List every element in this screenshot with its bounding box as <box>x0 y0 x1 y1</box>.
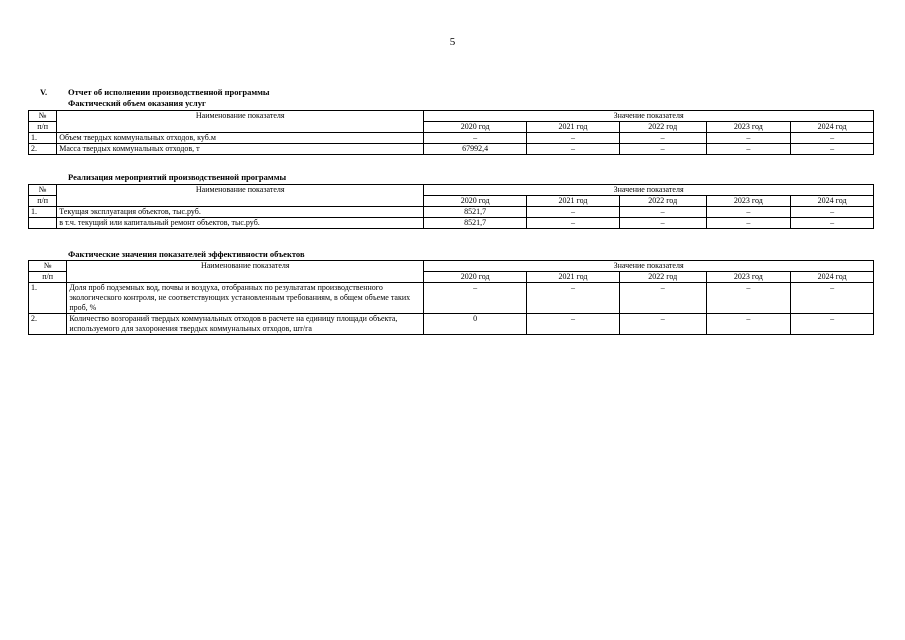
header-year: 2022 год <box>619 196 706 207</box>
header-year: 2022 год <box>619 272 706 283</box>
table-row <box>29 283 874 314</box>
row-number <box>29 218 57 229</box>
row-value: – <box>619 218 706 229</box>
row-number: 2. <box>29 144 57 155</box>
row-value: 8521,7 <box>424 207 527 218</box>
header-np: п/п <box>29 122 57 133</box>
row-number: 1. <box>29 207 57 218</box>
row-value: – <box>706 218 791 229</box>
header-year: 2024 год <box>791 196 874 207</box>
header-no: № <box>29 185 57 196</box>
row-name: Текущая эксплуатация объектов, тыс.руб. <box>57 207 424 218</box>
header-year: 2021 год <box>527 272 620 283</box>
header-year: 2021 год <box>527 122 620 133</box>
table3-title: Фактические значения показателей эффективности объектов <box>68 249 305 259</box>
row-value: – <box>619 133 706 144</box>
table-row <box>29 218 874 229</box>
header-year: 2023 год <box>706 272 791 283</box>
row-value: – <box>527 218 620 229</box>
row-value: – <box>424 283 527 314</box>
row-value: – <box>527 207 620 218</box>
row-number: 1. <box>29 133 57 144</box>
row-value: – <box>791 144 874 155</box>
row-value: – <box>706 144 791 155</box>
row-value: 0 <box>424 314 527 335</box>
table-services <box>28 110 874 155</box>
header-name: Наименование показателя <box>67 261 424 283</box>
header-np: п/п <box>29 272 67 283</box>
header-year: 2024 год <box>791 272 874 283</box>
header-name: Наименование показателя <box>57 185 424 207</box>
row-value: – <box>527 314 620 335</box>
row-value: – <box>791 283 874 314</box>
row-name: Объем твердых коммунальных отходов, куб.м <box>57 133 424 144</box>
header-year: 2023 год <box>706 196 791 207</box>
table1-title: Фактический объем оказания услуг <box>68 98 206 108</box>
header-no: № <box>29 261 67 272</box>
row-value: – <box>527 283 620 314</box>
table2-title: Реализация мероприятий производственной программы <box>68 172 287 182</box>
row-value: – <box>527 133 620 144</box>
table-row <box>29 133 874 144</box>
table-activities <box>28 184 874 229</box>
row-value: – <box>619 144 706 155</box>
header-np: п/п <box>29 196 57 207</box>
row-value: – <box>791 218 874 229</box>
header-value: Значение показателя <box>424 261 874 272</box>
table-efficiency <box>28 260 874 335</box>
page-number: 5 <box>449 36 456 48</box>
row-name: в т.ч. текущий или капитальный ремонт объектов, тыс.руб. <box>57 218 424 229</box>
row-value: – <box>706 283 791 314</box>
header-year: 2020 год <box>424 272 527 283</box>
header-year: 2020 год <box>424 122 527 133</box>
header-value: Значение показателя <box>424 185 874 196</box>
row-value: – <box>706 314 791 335</box>
table-row <box>29 314 874 335</box>
row-name: Доля проб подземных вод, почвы и воздуха, отобранных по результатам производственного экологического контроля, не соответствующих установленным требованиям, в общем объеме таких проб, % <box>67 283 424 314</box>
row-value: – <box>424 133 527 144</box>
header-year: 2020 год <box>424 196 527 207</box>
row-name: Масса твердых коммунальных отходов, т <box>57 144 424 155</box>
header-year: 2024 год <box>791 122 874 133</box>
header-year: 2022 год <box>619 122 706 133</box>
table-row <box>29 144 874 155</box>
row-name: Количество возгораний твердых коммунальных отходов в расчете на единицу площади объекта, используемого для захоронения твердых коммунальных отходов, шт/га <box>67 314 424 335</box>
row-value: – <box>527 144 620 155</box>
header-name: Наименование показателя <box>57 111 424 133</box>
row-value: – <box>791 314 874 335</box>
table-row <box>29 207 874 218</box>
table-header-row <box>29 111 874 122</box>
section-number: V. <box>40 87 48 97</box>
row-number: 2. <box>29 314 67 335</box>
row-value: – <box>706 133 791 144</box>
row-value: – <box>619 314 706 335</box>
header-year: 2021 год <box>527 196 620 207</box>
row-value: – <box>706 207 791 218</box>
row-value: – <box>791 133 874 144</box>
row-number: 1. <box>29 283 67 314</box>
row-value: – <box>619 283 706 314</box>
header-value: Значение показателя <box>424 111 874 122</box>
table-header-row <box>29 185 874 196</box>
header-year: 2023 год <box>706 122 791 133</box>
row-value: – <box>791 207 874 218</box>
table-header-row <box>29 261 874 272</box>
section-title: Отчет об исполнении производственной программы <box>68 87 270 97</box>
row-value: – <box>619 207 706 218</box>
header-no: № <box>29 111 57 122</box>
row-value: 67992,4 <box>424 144 527 155</box>
row-value: 8521,7 <box>424 218 527 229</box>
